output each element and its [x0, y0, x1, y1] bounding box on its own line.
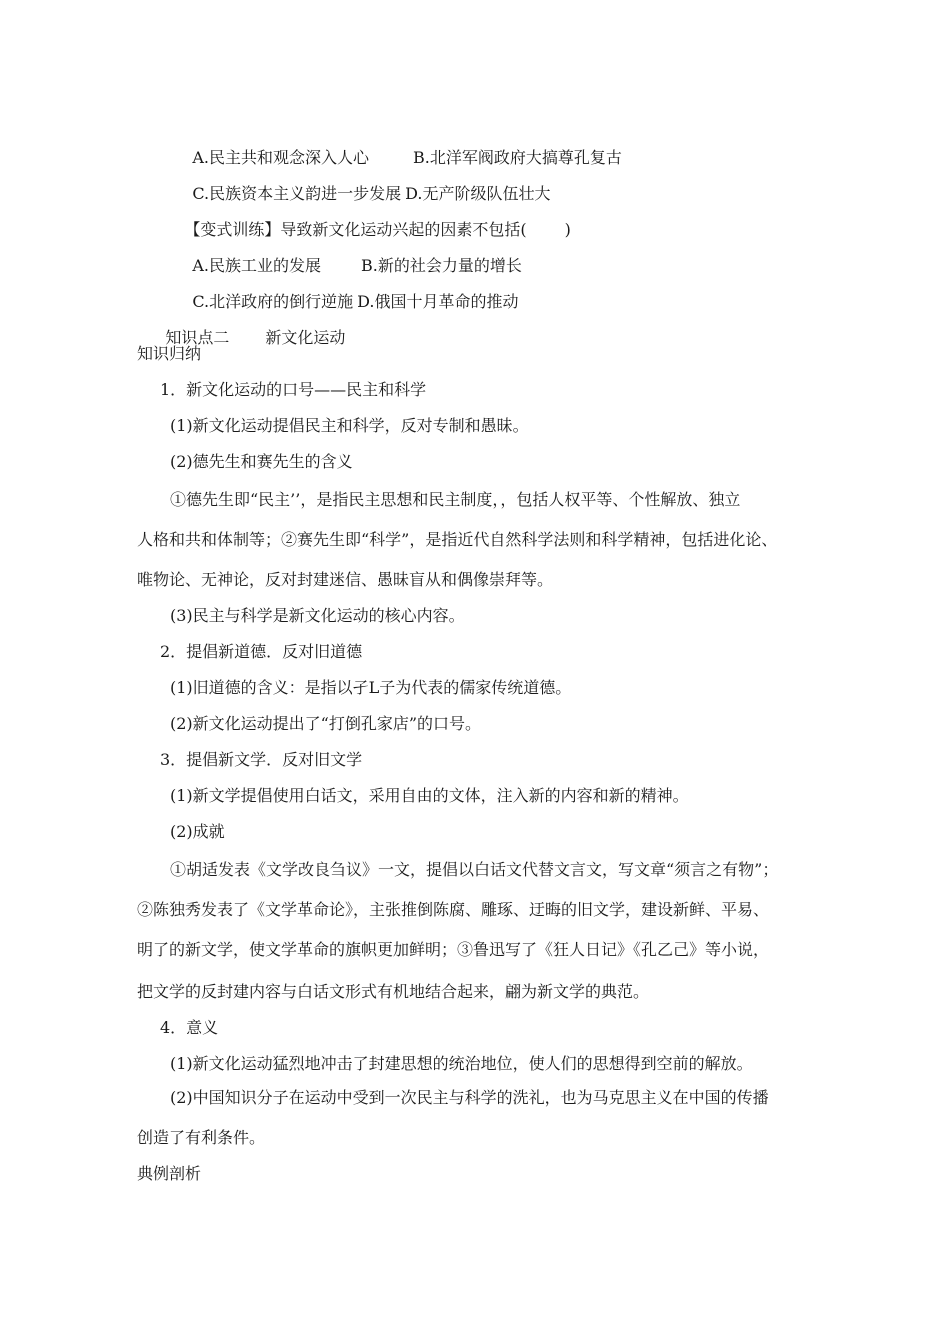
option-d: D.俄国十月革命的推动 [357, 292, 519, 311]
paragraph: 唯物论、无神论，反对封建迷信、愚昧盲从和偶像崇拜等。 [137, 570, 554, 589]
paragraph: ②陈独秀发表了《文学革命论》，主张推倒陈腐、雕琢、迂晦的旧文学，建设新鲜、平易、 [137, 900, 770, 919]
point-heading: 2．提倡新道德．反对旧道德 [160, 642, 363, 661]
paragraph: (1)新文化运动猛烈地冲击了封建思想的统治地位，使人们的思想得到空前的解放。 [170, 1054, 753, 1073]
point-heading: 1．新文化运动的口号——民主和科学 [160, 380, 427, 399]
paragraph: ①德先生即“民主’’，是指民主思想和民主制度，，包括人权平等、个性解放、独立 [170, 490, 741, 509]
option-b: B.新的社会力量的增长 [361, 256, 522, 275]
variant-stem: 导致新文化运动兴起的因素不包括( [280, 220, 527, 239]
paragraph: (2)德先生和赛先生的含义 [170, 452, 353, 471]
paragraph: (1)新文化运动提倡民主和科学，反对专制和愚昧。 [170, 416, 529, 435]
paragraph: 明了的新文学，使文学革命的旗帜更加鲜明；③鲁迅写了《狂人日记》《孔乙己》等小说， [137, 940, 770, 959]
paragraph: (1)旧道德的含义：是指以孑L子为代表的儒家传统道德。 [170, 678, 572, 697]
point-heading: 4．意义 [160, 1018, 219, 1037]
variant-label: 【变式训练】 [184, 220, 281, 239]
paragraph: (2)成就 [170, 822, 225, 841]
paragraph: (2)新文化运动提出了“打倒孔家店”的口号。 [170, 714, 482, 733]
paragraph: 人格和共和体制等；②赛先生即“科学”，是指近代自然科学法则和科学精神，包括进化论、 [137, 530, 778, 549]
option-d: D.无产阶级队伍壮大 [405, 184, 551, 203]
paragraph: (3)民主与科学是新文化运动的核心内容。 [170, 606, 465, 625]
paragraph: 把文学的反封建内容与白话文形式有机地结合起来，翩为新文学的典范。 [137, 982, 650, 1001]
kp-label: 知识点二 [165, 328, 230, 347]
option-a: A.民族工业的发展 [192, 256, 321, 275]
point-heading: 3．提倡新文学．反对旧文学 [160, 750, 363, 769]
option-b: B.北洋军阀政府大搞尊孔复古 [413, 148, 622, 167]
paragraph: (2)中国知识分子在运动中受到一次民主与科学的洗礼，也为马克思主义在中国的传播 [170, 1088, 769, 1107]
kp-title: 新文化运动 [265, 328, 346, 347]
paragraph: 创造了有利条件。 [137, 1128, 266, 1147]
option-a: A.民主共和观念深入人心 [192, 148, 369, 167]
option-c: C.民族资本主义韵进一步发展 [192, 184, 402, 203]
section-title: 典例剖析 [137, 1164, 202, 1183]
paragraph: ①胡适发表《文学改良刍议》一文，提倡以白话文代替文言文，写文章“须言之有物”； [170, 860, 779, 879]
section-title: 知识归纳 [137, 344, 202, 363]
option-c: C.北洋政府的倒行逆施 [192, 292, 354, 311]
variant-close-paren: ) [564, 220, 571, 239]
paragraph: (1)新文学提倡使用白话文，采用自由的文体，注入新的内容和新的精神。 [170, 786, 689, 805]
